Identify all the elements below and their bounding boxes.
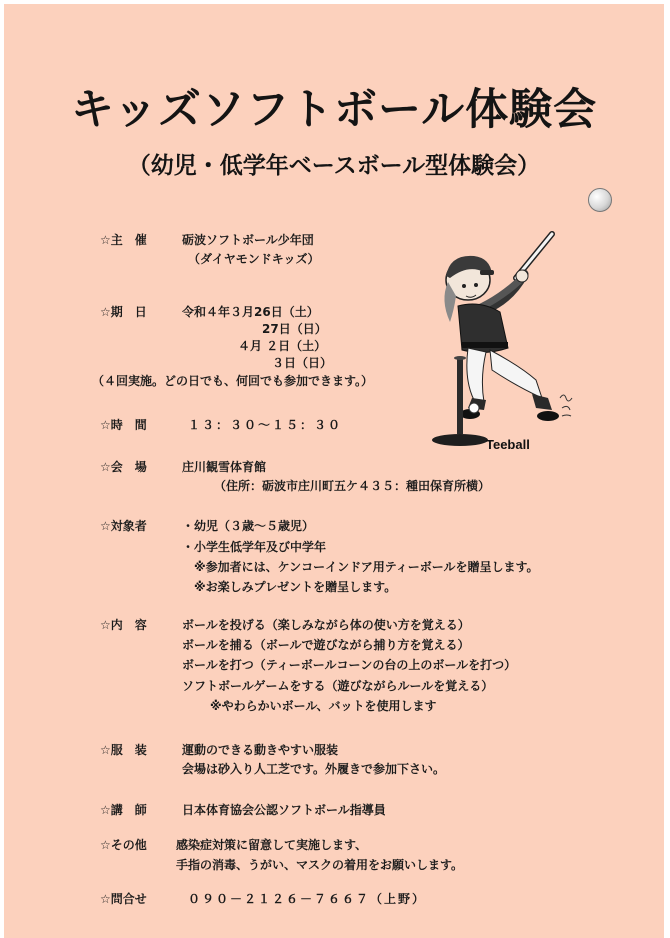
target-line-4: ※お楽しみプレゼントを贈呈します。	[194, 580, 397, 594]
content-label: ☆内 容	[100, 618, 147, 632]
instructor-value: 日本体育協会公認ソフトボール指導員	[182, 803, 386, 817]
other-label: ☆その他	[100, 838, 147, 852]
content-line-1: ボールを投げる（楽しみながら体の使い方を覚える）	[182, 618, 470, 632]
flyer-sheet	[4, 4, 664, 938]
date-line-4: ３日（日）	[272, 356, 333, 370]
flyer-title: キッズソフトボール体験会	[70, 85, 598, 135]
teeball-label: Teeball	[486, 437, 530, 452]
target-line-1: ・幼児（３歳～５歳児）	[182, 519, 315, 533]
date-line-3: ４月 ２日（土）	[238, 339, 327, 353]
contact-label: ☆問合せ	[100, 892, 147, 906]
content-line-5: ※やわらかいボール、バットを使用します	[210, 699, 437, 713]
target-label: ☆対象者	[100, 519, 147, 533]
target-line-3: ※参加者には、ケンコーインドア用ティーボールを贈呈します。	[194, 560, 539, 574]
dates-label: ☆期 日	[100, 305, 147, 319]
content-line-2: ボールを捕る（ボールで遊びながら捕り方を覚える）	[182, 638, 470, 652]
softball-icon	[588, 188, 612, 212]
clothing-label: ☆服 装	[100, 743, 147, 757]
time-label: ☆時 間	[100, 418, 147, 432]
contact-value: ０９０－２１２６－７６６７（上野）	[188, 892, 427, 906]
date-line-1: 令和４年３月26日（土）	[182, 305, 319, 319]
venue-address: （住所：砺波市庄川町五ケ４３５：種田保育所横）	[214, 479, 491, 493]
organizer-label: ☆主 催	[100, 233, 147, 247]
target-line-2: ・小学生低学年及び中学年	[182, 540, 327, 554]
batter-illustration	[424, 230, 584, 462]
other-line-2: 手指の消毒、うがい、マスクの着用をお願いします。	[176, 858, 464, 872]
dates-note: （４回実施。どの日でも、何回でも参加できます。）	[92, 374, 374, 388]
venue-name: 庄川観雪体育館	[182, 460, 267, 474]
content-line-3: ボールを打つ（ティーボールコーンの台の上のボールを打つ）	[182, 658, 517, 672]
instructor-label: ☆講 師	[100, 803, 147, 817]
venue-label: ☆会 場	[100, 460, 147, 474]
clothing-line-2: 会場は砂入り人工芝です。外履きで参加下さい。	[182, 762, 446, 776]
other-line-1: 感染症対策に留意して実施します、	[176, 838, 368, 852]
clothing-line-1: 運動のできる動きやすい服装	[182, 743, 339, 757]
organizer-name: 砺波ソフトボール少年団	[182, 233, 314, 247]
time-value: １３：３０～１５：３０	[188, 418, 343, 432]
flyer-subtitle: （幼児・低学年ベースボール型体験会）	[127, 153, 541, 179]
organizer-nickname: （ダイヤモンドキッズ）	[188, 252, 320, 266]
date-line-2: 27日（日）	[262, 322, 327, 336]
content-line-4: ソフトボールゲームをする（遊びながらルールを覚える）	[182, 679, 494, 693]
